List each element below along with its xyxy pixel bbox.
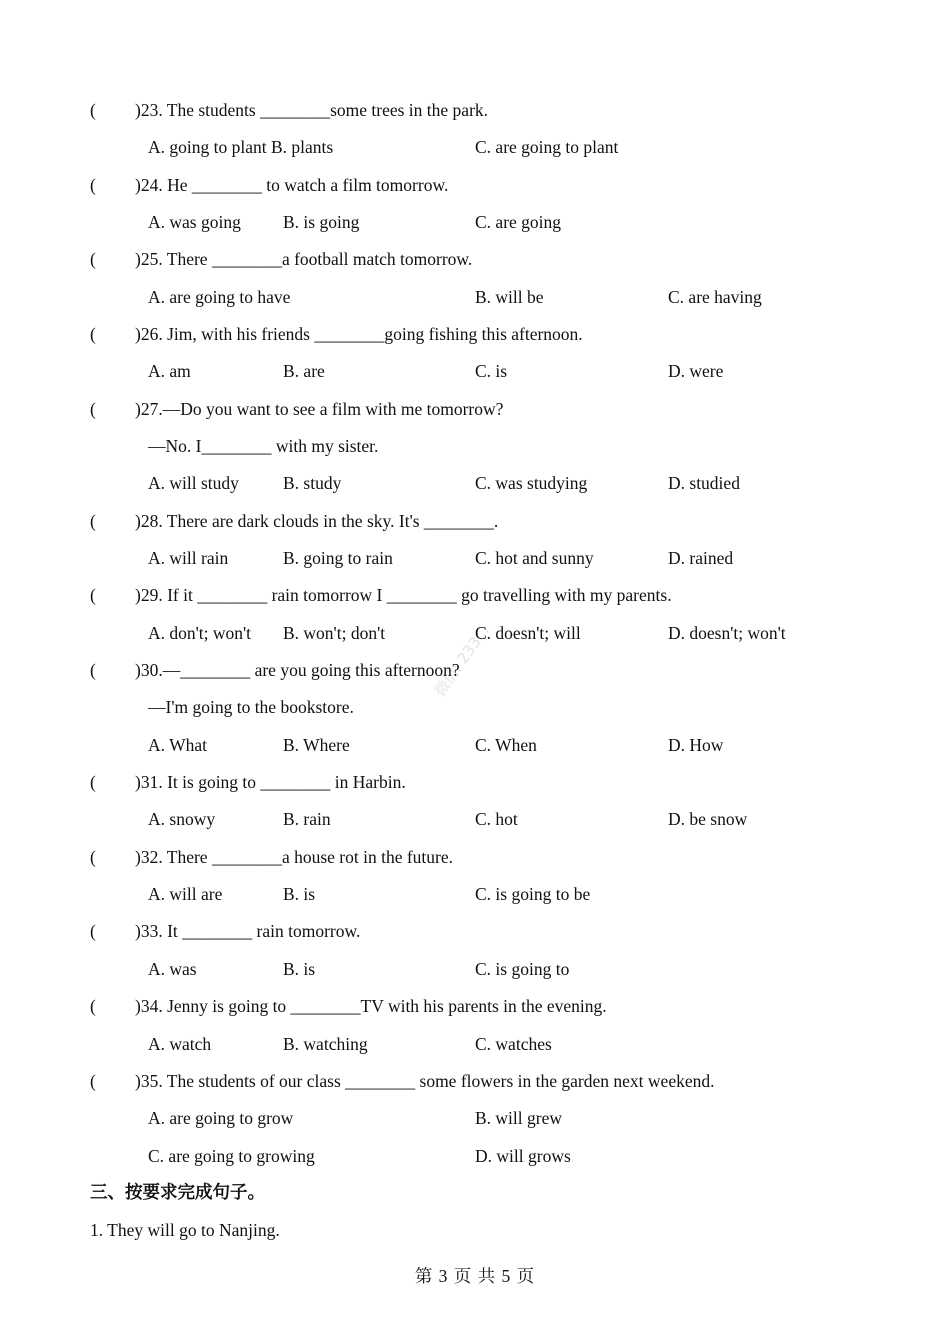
question-stem: )28. There are dark clouds in the sky. It's ________.: [135, 511, 499, 531]
option-d: D. studied: [668, 473, 740, 493]
option-a: A. was going: [148, 212, 241, 232]
option-c: C. is going to be: [475, 884, 591, 904]
option-b: B. study: [283, 473, 342, 493]
page-footer: 第 3 页 共 5 页: [414, 1266, 536, 1286]
question-stem: )34. Jenny is going to ________TV with his parents in the evening.: [135, 996, 607, 1016]
option-b: B. will grew: [475, 1108, 563, 1128]
answer-paren: (: [90, 996, 96, 1016]
answer-paren: (: [90, 921, 96, 941]
answer-paren: (: [90, 511, 96, 531]
answer-paren: (: [90, 399, 96, 419]
option-a: A. was: [148, 959, 197, 979]
answer-paren: (: [90, 175, 96, 195]
answer-paren: (: [90, 847, 96, 867]
question-stem: )26. Jim, with his friends ________going fishing this afternoon.: [135, 324, 583, 344]
answer-paren: (: [90, 1071, 96, 1091]
option-a: A. will are: [148, 884, 223, 904]
option-d: D. be snow: [668, 809, 748, 829]
question-stem: )29. If it ________ rain tomorrow I ________ go travelling with my parents.: [135, 585, 672, 605]
option-c: C. was studying: [475, 473, 588, 493]
option-b: B. Where: [283, 735, 350, 755]
answer-paren: (: [90, 660, 96, 680]
option-d: D. How: [668, 735, 724, 755]
option-d: D. doesn't; won't: [668, 623, 786, 643]
option-d: D. were: [668, 361, 724, 381]
option-c: C. is going to: [475, 959, 570, 979]
option-b: B. rain: [283, 809, 331, 829]
option-b: B. are: [283, 361, 325, 381]
option-c: C. hot: [475, 809, 518, 829]
answer-paren: (: [90, 324, 96, 344]
option-c: C. are going to plant: [475, 137, 619, 157]
section-title: 三、按要求完成句子。: [90, 1183, 265, 1203]
option-c: C. are going: [475, 212, 562, 232]
option-a: A. am: [148, 361, 191, 381]
answer-paren: (: [90, 585, 96, 605]
question-stem: )25. There ________a football match tomorrow.: [135, 249, 473, 269]
question-stem: )30.—________ are you going this afternoon?: [135, 660, 460, 680]
option-b: B. won't; don't: [283, 623, 386, 643]
option-d: D. will grows: [475, 1146, 571, 1166]
option-b: B. will be: [475, 287, 544, 307]
option-a: A. are going to grow: [148, 1108, 294, 1128]
answer-paren: (: [90, 249, 96, 269]
option-a: A. snowy: [148, 809, 216, 829]
option-c: C. is: [475, 361, 508, 381]
question-stem: )23. The students ________some trees in the park.: [135, 100, 489, 120]
option-a: A. don't; won't: [148, 623, 252, 643]
option-c: C. watches: [475, 1034, 552, 1054]
watermark: 微信: 233...: [430, 621, 493, 700]
question-stem: )24. He ________ to watch a film tomorrow.: [135, 175, 449, 195]
option-b: B. is: [283, 884, 316, 904]
option-a: A. watch: [148, 1034, 212, 1054]
option-c: C. doesn't; will: [475, 623, 581, 643]
option-a: A. will study: [148, 473, 239, 493]
option-b: B. is going: [283, 212, 360, 232]
option-a: A. are going to have: [148, 287, 291, 307]
option-c: C. hot and sunny: [475, 548, 594, 568]
question-stem: )32. There ________a house rot in the future.: [135, 847, 453, 867]
option-c: C. are having: [668, 287, 762, 307]
option-b: B. is: [283, 959, 316, 979]
option-b: B. going to rain: [283, 548, 393, 568]
question-stem: )35. The students of our class ________ some flowers in the garden next weekend.: [135, 1071, 715, 1091]
option-a: A. will rain: [148, 548, 229, 568]
option-a: A. going to plant B. plants: [148, 137, 334, 157]
question-dialogue: —No. I________ with my sister.: [148, 436, 379, 456]
option-c: C. When: [475, 735, 537, 755]
option-b: B. watching: [283, 1034, 368, 1054]
option-c: C. are going to growing: [148, 1146, 315, 1166]
answer-paren: (: [90, 772, 96, 792]
option-d: D. rained: [668, 548, 734, 568]
question-stem: )31. It is going to ________ in Harbin.: [135, 772, 406, 792]
question-dialogue: —I'm going to the bookstore.: [148, 697, 354, 717]
question-stem: )27.—Do you want to see a film with me tomorrow?: [135, 399, 504, 419]
option-a: A. What: [148, 735, 207, 755]
question-stem: )33. It ________ rain tomorrow.: [135, 921, 361, 941]
answer-paren: (: [90, 100, 96, 120]
sentence-item: 1. They will go to Nanjing.: [90, 1220, 280, 1240]
